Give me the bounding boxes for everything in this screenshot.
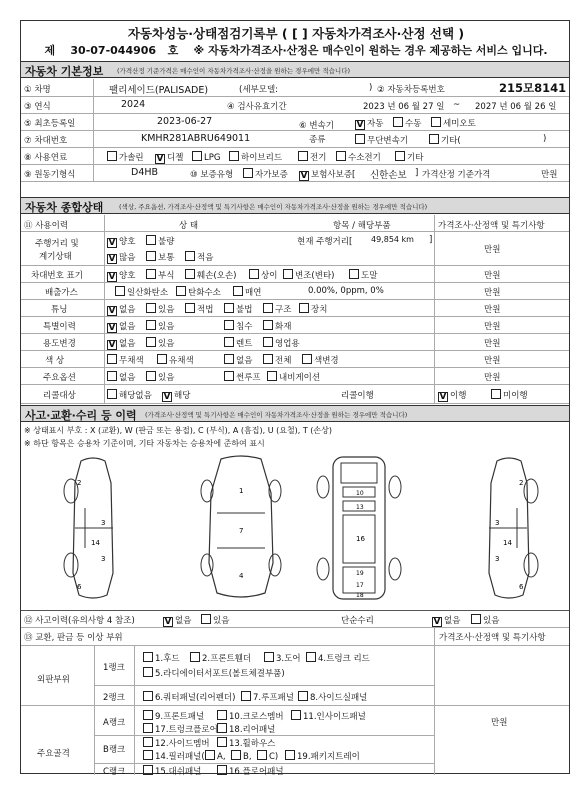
color-achromatic[interactable]: 무채색 xyxy=(107,354,144,366)
trans-semi[interactable]: 세미오토 xyxy=(431,117,476,129)
diagram-label-14: 14 xyxy=(91,539,100,547)
fuel-diesel[interactable]: V 디젤 xyxy=(156,153,184,164)
mileage-label-2: 계기상태 xyxy=(39,252,72,262)
recall-label: 리콜대상 xyxy=(43,391,76,401)
rankB-label: B랭크 xyxy=(103,745,126,755)
car-right-side-diagram xyxy=(461,453,551,603)
color-change[interactable]: 색변경 xyxy=(302,354,339,366)
first-reg-label: ⑤ 최초등록일 xyxy=(24,119,76,129)
part-radiator-support[interactable]: 5.라디에이터서포트(볼트체결부품) xyxy=(143,667,285,679)
main-frame-label: 주요골격 xyxy=(37,749,70,759)
part-front-fender[interactable]: 2.프론트휀더 xyxy=(190,652,251,664)
special-price: 만원 xyxy=(484,322,501,332)
exchange-price-header: 가격조사·산정액 및 특기사항 xyxy=(439,633,546,643)
validity-to: 2027 년 06 월 26 일 xyxy=(475,102,557,112)
validity-sep: ~ xyxy=(453,100,461,110)
gauge-bad[interactable]: 불량 xyxy=(146,235,174,247)
gauge-good[interactable]: V 양호 xyxy=(108,237,136,248)
mileage-many[interactable]: V 많음 xyxy=(108,253,136,264)
tuning-label: 튜닝 xyxy=(51,305,68,315)
vin-different[interactable]: 상이 xyxy=(249,269,277,281)
diagram-label-3: 3 xyxy=(101,519,106,527)
special-yes[interactable]: 있음 xyxy=(146,320,174,332)
service-note: ※ 자동차가격조사·산정은 매수인이 원하는 경우 제공하는 서비스 입니다. xyxy=(193,44,548,57)
special-flood[interactable]: 침수 xyxy=(224,320,252,332)
special-history-label: 특별이력 xyxy=(43,322,76,332)
options-none[interactable]: 없음 xyxy=(107,371,135,383)
part-pillar-b[interactable]: B, xyxy=(231,750,252,762)
accident-note: (가격조사·산정액 및 특기사항은 매수인이 자동차가격조사·산정을 원하는 경우에만 적습니다) xyxy=(145,411,408,419)
color-full[interactable]: 전체 xyxy=(263,354,291,366)
status-title: 자동차 종합상태 xyxy=(25,201,104,214)
part-quarter-panel[interactable]: 6.쿼터패널(리어펜더) xyxy=(143,691,235,703)
current-mileage-close: ] xyxy=(429,235,433,245)
emission-smoke[interactable]: 매연 xyxy=(233,286,261,298)
emission-values: 0.00%, 0ppm, 0% xyxy=(308,286,384,296)
year: 2024 xyxy=(121,99,146,110)
price-basis-unit: 만원 xyxy=(541,170,558,180)
tuning-device[interactable]: 장치 xyxy=(299,303,327,315)
diagram-label-3b: 3 xyxy=(101,555,106,563)
trans-cvt[interactable]: 무단변속기 xyxy=(355,134,408,146)
usage-yes[interactable]: 있음 xyxy=(146,337,174,349)
accident-header xyxy=(21,405,569,422)
vin: KMHR281ABRU649011 xyxy=(141,133,251,144)
basic-info-note: (가격산정 기준가격은 매수인이 자동차가격조사·산정을 원하는 경우에만 적습니다) xyxy=(117,67,351,75)
trans-label-2: 종류 xyxy=(309,135,326,145)
vin-price: 만원 xyxy=(484,271,501,281)
options-price: 만원 xyxy=(484,373,501,383)
usage-none[interactable]: V 없음 xyxy=(108,339,136,350)
color-price: 만원 xyxy=(484,356,501,366)
diagram-label-2r: 2 xyxy=(519,479,524,487)
part-floor-panel[interactable]: 16.플로어패널 xyxy=(217,765,284,777)
price-basis-label: 가격산정 기준가격 xyxy=(422,170,491,180)
warranty-label: ⑩ 보증유형 xyxy=(190,170,234,180)
reg-no-label: ② 자동차등록번호 xyxy=(377,85,445,95)
part-pillar-a[interactable]: A, xyxy=(205,750,226,762)
part-roof-panel[interactable]: 7.루프패널 xyxy=(241,691,294,703)
part-trunk-lid[interactable]: 4.트렁크 리드 xyxy=(306,652,370,664)
special-fire[interactable]: 화재 xyxy=(263,320,291,332)
diagram-label-1: 1 xyxy=(239,487,244,495)
validity-label: ④ 검사유효기간 xyxy=(227,102,287,112)
vin-altered[interactable]: 변조(변타) xyxy=(283,269,334,281)
status-legend: ※ 상태표시 부호 : X (교환), W (판금 또는 용접), C (부식), A (흠집), U (요철), T (손상) xyxy=(24,426,333,435)
vin-good[interactable]: V 양호 xyxy=(108,271,136,282)
vin-label: ⑦ 차대번호 xyxy=(24,136,68,146)
warranty-insurance[interactable]: V 보험사보증[ xyxy=(300,170,356,181)
tuning-legal[interactable]: 적법 xyxy=(185,303,213,315)
options-navigation[interactable]: 내비게이션 xyxy=(267,371,320,383)
part-cross-member[interactable]: 10.크로스멤버 xyxy=(217,710,284,722)
part-side-sill[interactable]: 8.사이드실패널 xyxy=(298,691,367,703)
standard-note: ※ 하단 항목은 승용차 기준이며, 기타 자동차는 승용차에 준하여 표시 xyxy=(24,439,265,448)
usage-price: 만원 xyxy=(484,339,501,349)
reg-no: 215모8141 xyxy=(499,81,567,95)
diagram-label-4: 4 xyxy=(239,572,244,580)
year-label: ③ 연식 xyxy=(24,102,51,112)
part-wheel-house[interactable]: 13.휠하우스 xyxy=(217,737,275,749)
current-mileage: 49,854 km xyxy=(371,235,414,244)
usage-business[interactable]: 영업용 xyxy=(263,337,300,349)
part-pillar-c[interactable]: C) xyxy=(257,750,278,762)
trans-other[interactable]: 기타( xyxy=(429,134,461,146)
mileage-normal[interactable]: 보통 xyxy=(146,251,174,263)
diagram-label-13: 13 xyxy=(356,504,364,511)
vin-corrosion[interactable]: 부식 xyxy=(146,269,174,281)
rankA-label: A랭크 xyxy=(103,718,126,728)
status-header xyxy=(21,197,569,214)
status-col-price: 가격조사·산정액 및 특기사항 xyxy=(438,221,545,231)
part-door[interactable]: 3.도어 xyxy=(264,652,301,664)
usage-change-label: 용도변경 xyxy=(43,339,76,349)
status-col-item: ⑪ 사용이력 xyxy=(24,221,69,231)
emission-co[interactable]: 일산화탄소 xyxy=(115,286,168,298)
status-note: (색상, 주요옵션, 가격조사·산정액 및 특기사항은 매수인이 자동차가격조사·산정을 원하는 경우에만 적습니다) xyxy=(119,203,428,211)
recall-not-done[interactable]: 미이행 xyxy=(491,389,528,401)
mileage-label: 주행거리 및 xyxy=(35,239,79,249)
part-rear-panel[interactable]: 18.리어패널 xyxy=(217,723,275,735)
basic-info-header xyxy=(21,61,569,78)
tuning-yes[interactable]: 있음 xyxy=(146,303,174,315)
form-no-suffix: 호 xyxy=(167,44,179,57)
diagram-label-2: 2 xyxy=(77,479,82,487)
inspection-form xyxy=(20,20,570,777)
tuning-none[interactable]: V 없음 xyxy=(108,305,136,316)
recall-applicable[interactable]: V 해당 xyxy=(163,391,191,402)
part-package-tray[interactable]: 19.패키지트레이 xyxy=(285,750,360,762)
special-none[interactable]: V 없음 xyxy=(108,322,136,333)
part-front-panel[interactable]: 9.프론트패널 xyxy=(143,710,204,722)
options-label: 주요옵션 xyxy=(43,373,76,383)
simple-repair-label: 단순수리 xyxy=(341,616,374,626)
mileage-price: 만원 xyxy=(484,245,501,255)
simple-repair-yes[interactable]: 있음 xyxy=(471,614,499,626)
fuel-hybrid[interactable]: 하이브리드 xyxy=(229,151,282,163)
rank2-label: 2랭크 xyxy=(103,693,125,703)
part-pillar-panel: 14.필러패널( xyxy=(143,750,205,762)
diagram-label-6r: 6 xyxy=(519,583,524,591)
fuel-other[interactable]: 기타 xyxy=(395,151,423,163)
frame-price: 만원 xyxy=(491,718,508,728)
basic-info-title: 자동차 기본정보 xyxy=(25,65,104,78)
car-name-label: ① 차명 xyxy=(24,85,51,95)
color-chromatic[interactable]: 유채색 xyxy=(157,354,194,366)
accident-history-label: ⑫ 사고이력(유의사항 4 참조) xyxy=(24,616,135,626)
first-reg: 2023-06-27 xyxy=(157,116,213,127)
form-no: 30-07-044906 xyxy=(70,44,157,57)
status-col-detail: 항목 / 해당부품 xyxy=(333,221,391,231)
form-no-label: 제 xyxy=(44,44,56,57)
warranty-self[interactable]: 자가보증 xyxy=(243,168,288,180)
validity-from: 2023 년 06 월 27 일 xyxy=(363,102,445,112)
trans-manual[interactable]: 수동 xyxy=(393,117,421,129)
tuning-price: 만원 xyxy=(484,305,501,315)
fuel-lpg[interactable]: LPG xyxy=(192,151,220,163)
accident-yes[interactable]: 있음 xyxy=(201,614,229,626)
color-none[interactable]: 없음 xyxy=(224,354,252,366)
car-left-side-diagram xyxy=(51,453,141,603)
rank1-label: 1랭크 xyxy=(103,663,125,673)
diagram-label-19: 19 xyxy=(356,570,364,577)
part-hood[interactable]: 1.후드 xyxy=(143,652,180,664)
car-top-diagram xyxy=(181,453,301,603)
diagram-label-18: 18 xyxy=(356,592,364,599)
recall-done[interactable]: V 이행 xyxy=(439,391,467,402)
fuel-label: ⑧ 사용연료 xyxy=(24,153,68,163)
recall-done-label: 리콜이행 xyxy=(341,391,374,401)
vin-smeared[interactable]: 도말 xyxy=(349,269,377,281)
tuning-structure[interactable]: 구조 xyxy=(263,303,291,315)
recall-na[interactable]: 해당없음 xyxy=(107,389,152,401)
car-name: 팰리세이드(PALISADE) xyxy=(109,85,209,96)
diagram-label-3r: 3 xyxy=(495,519,500,527)
rankC-label: C랭크 xyxy=(103,767,126,777)
options-sunroof[interactable]: 썬루프 xyxy=(224,371,261,383)
engine-label: ⑨ 원동기형식 xyxy=(24,170,76,180)
trans-auto[interactable]: V 자동 xyxy=(356,119,384,130)
diagram-label-3r2: 3 xyxy=(495,555,500,563)
diagram-label-17: 17 xyxy=(356,582,364,589)
color-label: 색 상 xyxy=(45,356,65,366)
options-yes[interactable]: 있음 xyxy=(146,371,174,383)
engine: D4HB xyxy=(131,167,159,178)
trans-label-1: ⑥ 변속기 xyxy=(299,121,334,131)
part-inside-panel[interactable]: 11.인사이드패널 xyxy=(291,710,366,722)
mileage-few[interactable]: 적음 xyxy=(185,251,213,263)
vin-damage[interactable]: 훼손(오손) xyxy=(185,269,236,281)
usage-rent[interactable]: 렌트 xyxy=(224,337,252,349)
form-title: 자동차성능·상태점검기록부 ( [ ] 자동차가격조사·산정 선택 ) xyxy=(127,26,465,41)
diagram-label-10: 10 xyxy=(356,490,364,497)
vin-marking-label: 차대번호 표기 xyxy=(31,271,83,281)
diagram-label-16: 16 xyxy=(356,535,365,543)
warranty-company: 신한손보 xyxy=(370,170,407,181)
fuel-gasoline[interactable]: 가솔린 xyxy=(107,151,144,163)
part-trunk-floor[interactable]: 17.트렁크플로어 xyxy=(143,723,218,735)
emission-label: 배출가스 xyxy=(45,288,78,298)
status-col-state: 상 태 xyxy=(179,221,199,231)
warranty-close: ] xyxy=(415,168,419,178)
simple-repair-none[interactable]: V 없음 xyxy=(433,616,461,627)
diagram-label-14r: 14 xyxy=(503,539,512,547)
form-number-line xyxy=(21,42,570,58)
detail-model-close: ) xyxy=(369,83,373,93)
tuning-illegal[interactable]: 불법 xyxy=(224,303,252,315)
car-frame-diagram xyxy=(299,453,419,603)
part-side-member[interactable]: 12.사이드멤버 xyxy=(143,737,210,749)
outer-panel-label: 외판부위 xyxy=(37,675,70,685)
emission-price: 만원 xyxy=(484,288,501,298)
diagram-label-6: 6 xyxy=(77,583,82,591)
accident-title: 사고·교환·수리 등 이력 xyxy=(25,409,137,422)
fuel-electric[interactable]: 전기 xyxy=(298,151,326,163)
fuel-hydrogen[interactable]: 수소전기 xyxy=(336,151,381,163)
trans-other-close: ) xyxy=(543,134,547,144)
detail-model-label: (세부모델: xyxy=(239,85,279,95)
accident-none[interactable]: V 없음 xyxy=(164,616,192,627)
diagram-label-7: 7 xyxy=(239,527,244,535)
exchange-label: ⑬ 교환, 판금 등 이상 부위 xyxy=(24,633,123,643)
part-dash-panel[interactable]: 15.대쉬패널 xyxy=(143,765,201,777)
emission-hc[interactable]: 탄화수소 xyxy=(176,286,221,298)
current-mileage-label: 현재 주행거리[ xyxy=(297,237,353,247)
